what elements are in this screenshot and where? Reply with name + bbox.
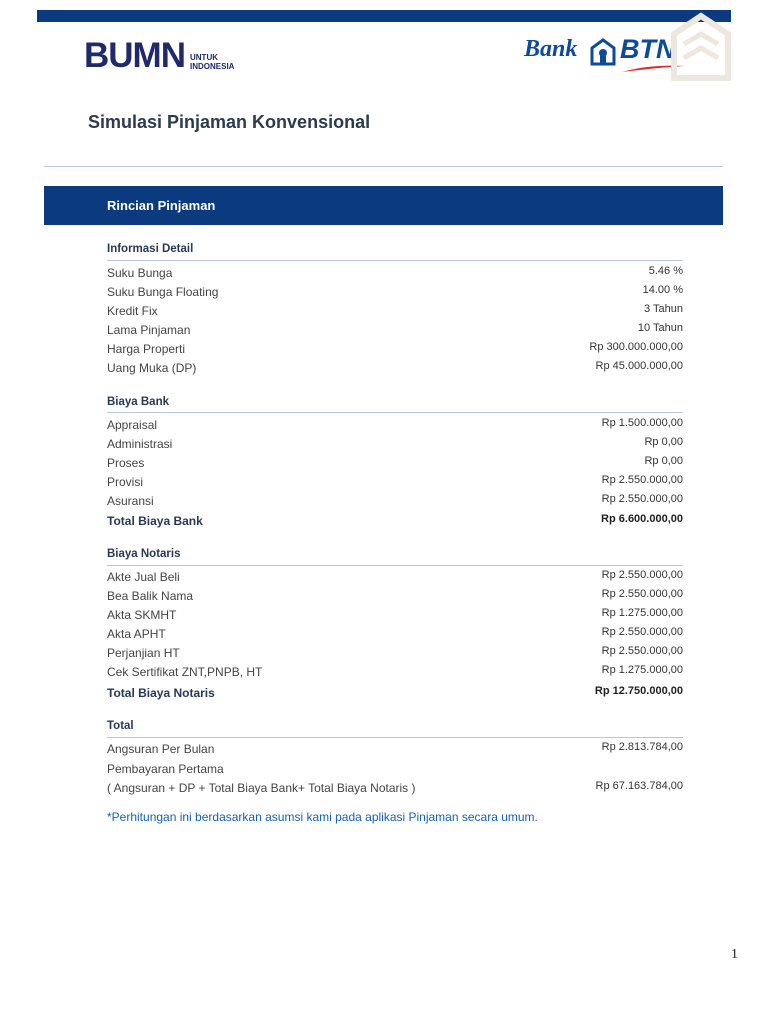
row-label: Appraisal [107,418,158,432]
group-title-biaya-bank: Biaya Bank [107,396,170,408]
group-title-biaya-notaris: Biaya Notaris [107,548,181,560]
header-bar [37,10,731,22]
row-label: Asuransi [107,494,154,508]
group-divider [107,737,683,738]
row-label: Bea Balik Nama [107,589,194,603]
row-label: Administrasi [107,437,173,451]
bank-row-total [107,513,683,529]
row-value: Rp 1.500.000,00 [601,417,683,429]
row-label: Provisi [107,475,144,489]
row-value: Rp 2.550.000,00 [601,493,683,505]
bank-row-proses [107,455,683,471]
notaris-row-perjanjian-ht [107,645,683,661]
row-value: Rp 0,00 [644,436,683,448]
row-value: Rp 2.813.784,00 [601,741,683,753]
bank-name: BTN [620,34,676,64]
row-value: Rp 2.550.000,00 [601,588,683,600]
total-value: Rp 12.750.000,00 [594,685,683,697]
notaris-row-akta-skmht [107,607,683,623]
total-row-angsuran [107,741,683,757]
row-value: Rp 1.275.000,00 [601,607,683,619]
row-value: Rp 2.550.000,00 [601,645,683,657]
bank-row-administrasi [107,436,683,452]
bumn-logo-tagline: UNTUK INDONESIA [190,53,235,71]
notaris-row-bea-balik-nama [107,588,683,604]
formula-label: ( Angsuran + DP + Total Biaya Bank+ Total Biaya Notaris ) [107,781,416,795]
detail-row-harga-properti [107,341,683,357]
row-label: Suku Bunga [107,266,173,280]
page-title: Simulasi Pinjaman Konvensional [88,112,371,132]
detail-row-kredit-fix [107,303,683,319]
detail-row-lama-pinjaman [107,322,683,338]
row-value: Rp 45.000.000,00 [595,360,683,372]
notaris-row-akte-jual-beli [107,569,683,585]
row-value: 3 Tahun [644,303,683,315]
row-value: 14.00 % [642,284,683,296]
watermark-icon [670,12,732,82]
row-value: Rp 2.550.000,00 [601,474,683,486]
row-label: Pembayaran Pertama [107,762,224,776]
bank-row-provisi [107,474,683,490]
title-divider [44,166,723,167]
bumn-logo-word: BUMN [84,36,185,75]
row-label: Kredit Fix [107,304,158,318]
section-header [44,186,723,225]
row-value: Rp 2.550.000,00 [601,569,683,581]
footnote: *Perhitungan ini berdasarkan asumsi kami pada aplikasi Pinjaman secara umum. [107,810,538,824]
group-title-informasi-detail: Informasi Detail [107,243,194,255]
total-row-pembayaran-pertama [107,761,683,777]
total-label: Total Biaya Bank [107,514,203,528]
bank-row-asuransi [107,493,683,509]
group-divider [107,565,683,566]
total-row-formula [107,780,683,796]
notaris-row-total [107,685,683,701]
section-header-label: Rincian Pinjaman [107,198,216,213]
row-label: Suku Bunga Floating [107,285,219,299]
row-label: Harga Properti [107,342,186,356]
bumn-logo [84,36,254,76]
row-value: Rp 300.000.000,00 [589,341,683,353]
bank-row-appraisal [107,417,683,433]
row-label: Akta SKMHT [107,608,177,622]
row-value: 5.46 % [648,265,683,277]
row-value: Rp 2.550.000,00 [601,626,683,638]
total-label: Total Biaya Notaris [107,686,215,700]
bank-word: Bank [524,36,578,62]
detail-row-uang-muka [107,360,683,376]
group-title-total: Total [107,720,134,732]
row-value: Rp 0,00 [644,455,683,467]
notaris-row-akta-apht [107,626,683,642]
row-label: Uang Muka (DP) [107,361,197,375]
page-number: 1 [731,947,738,962]
house-icon [590,38,616,66]
group-divider [107,412,683,413]
row-label: Angsuran Per Bulan [107,742,215,756]
group-divider [107,260,683,261]
row-label: Akte Jual Beli [107,570,180,584]
row-label: Proses [107,456,145,470]
row-value: 10 Tahun [637,322,683,334]
detail-row-suku-bunga [107,265,683,281]
total-value: Rp 6.600.000,00 [601,513,683,525]
row-label: Akta APHT [107,627,166,641]
row-value: Rp 1.275.000,00 [601,664,683,676]
detail-row-suku-bunga-floating [107,284,683,300]
row-label: Lama Pinjaman [107,323,191,337]
row-value: Rp 67.163.784,00 [595,780,683,792]
row-label: Perjanjian HT [107,646,180,660]
notaris-row-cek-sertifikat [107,664,683,680]
row-label: Cek Sertifikat ZNT,PNPB, HT [107,665,263,679]
